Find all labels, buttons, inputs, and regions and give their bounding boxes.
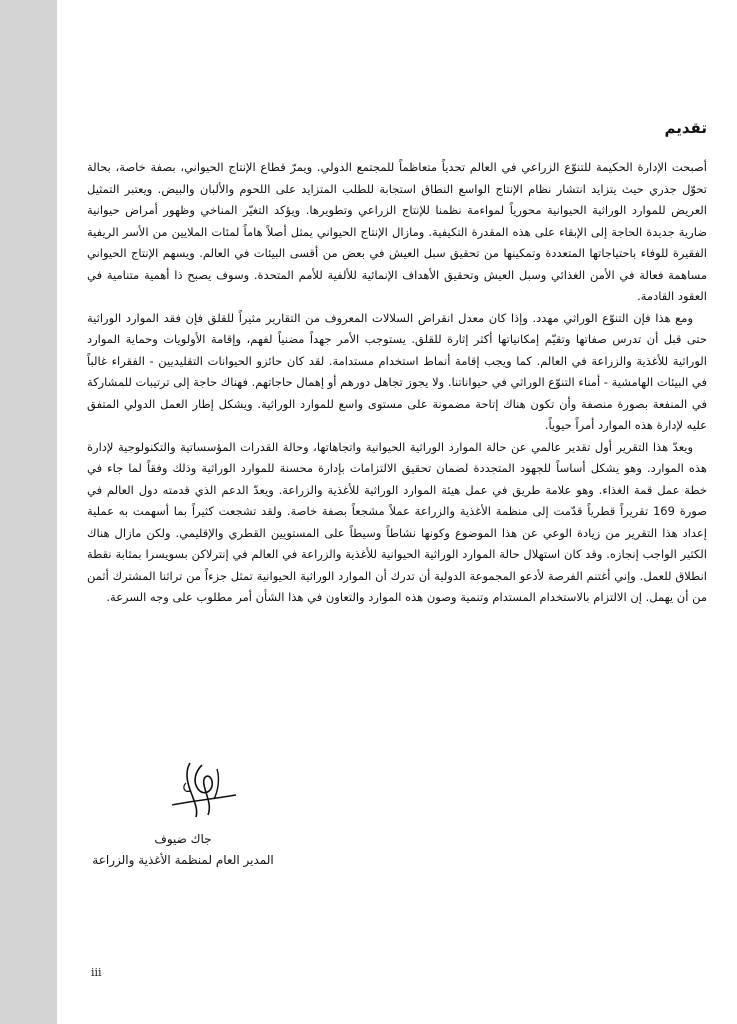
signer-title: المدير العام لمنظمة الأغذية والزراعة xyxy=(92,853,274,867)
foreword-body xyxy=(87,157,707,609)
paragraph-1: أصبحت الإدارة الحكيمة للتنوّع الزراعي في العالم تحدياً متعاظماً للمجتمع الدولي. ويمرّ قطاع الإنتاج الحيواني، بصفة خاصة، بحالة تحوّل جذري حيث يتزايد انتشار نظام الإنتاج الواسع النطاق استجابة للطلب المتزايد على اللحوم والألبان والبيض. ويعتبر التمثيل العريض للموارد الوراثية الحيوانية محورياً لمواءمة نظمنا للإنتاج الزراعي وتطويرها. ويؤكد التغيّر المناخي وظهور أمراض حيوانية ضارية جديدة الحاجة إلى الإبقاء على هذه المقدرة التكيفية. ومازال الإنتاج الحيواني يمثل أصلاً هاماً لمئات الملايين من الأسر الريفية الفقيرة للوفاء باحتياجاتها المتعددة وتمكينها من تحقيق سبل العيش في بعض من أقسى البيئات في العالم. ويسهم الإنتاج الحيواني مساهمة فعالة في الأمن الغذائي وسبل العيش وتحقيق الأهداف الإنمائية للألفية للأمم المتحدة. وسوف يصبح ذا أهمية متنامية في العقود القادمة. xyxy=(87,160,707,303)
document-page xyxy=(57,0,737,1024)
page-heading: تقديم xyxy=(664,119,707,137)
signature-block xyxy=(83,829,283,871)
page-number: iii xyxy=(91,966,102,979)
handwritten-signature xyxy=(162,755,242,825)
paragraph-3: ويعدّ هذا التقرير أول تقدير عالمي عن حالة الموارد الوراثية الحيوانية واتجاهاتها، وحالة القدرات المؤسساتية والتكنولوجية لإدارة هذه الموارد. وهو يشكل أساساً للجهود المتجددة لضمان تحقيق الالتزامات بإدارة محسنة للموارد الوراثية وذلك وفقاً لما جاء في خطة عمل قمة الغذاء. وهو علامة طريق في عمل هيئة الموارد الوراثية للأغذية والزراعة. ويعدّ الدعم الذي قدمته دول العالم في صورة 169 تقريراً قطرياً قدّمت إلى منظمة الأغذية والزراعة عملاً مشجعاً بصفة خاصة. ولقد تشجعت كثيراً بما أسهمت به عملية إعداد هذا التقرير من زيادة الوعي عن هذا الموضوع وكونها نشاطاً وسيطاً على المستويين القطري والإقليمي. ولكن مازال هناك الكثير الواجب إنجازه. وقد كان استهلال حالة الموارد الوراثية الحيوانية للأغذية والزراعة في العالم في إنترلاكن بسويسرا بمثابة نقطة انطلاق للعمل. وإني أغتنم الفرصة لأدعو المجموعة الدولية أن تدرك أن الموارد الوراثية الحيوانية تمثل جزءاً من تراثنا المشترك أثمن من أن يهمل. إن الالتزام بالاستخدام المستدام وتنمية وصون هذه الموارد والتعاون في هذا الشأن أمر مطلوب على وجه السرعة. xyxy=(87,439,707,604)
signer-name: جاك ضيوف xyxy=(154,832,212,846)
paragraph-2: ومع هذا فإن التنوّع الوراثي مهدد. وإذا كان معدل انقراض السلالات المعروف من التقارير مثيراً للقلق فإن فقد الموارد الوراثية حتى قبل أن تدرس صفاتها وتقيّم إمكانياتها أكثر إثارة للقلق. يستوجب الأمر جهداً مضنياً لفهم، وإقامة الأولويات وحماية الموارد الوراثية للأغذية والزراعة في العالم. كما ويجب إقامة أنماط استخدام مستدامة. لقد كان حائزو الحيوانات التقليديين - الفقراء غالباً في البيئات الهامشية - أمناء التنوّع الوراثي في حيواناتنا. ولا يجوز تجاهل دورهم أو إهمال حاجاتهم. فهناك حاجة إلى ترتيبات للمشاركة في المنفعة بصورة منصفة وأن تكون هناك إتاحة مضمونة على مستوى واسع للموارد الوراثية. ويشكل إطار العمل الدولي المتفق عليه لإدارة هذه الموارد أمراً حيوياً. xyxy=(86,310,707,432)
left-margin-band xyxy=(0,0,57,1024)
